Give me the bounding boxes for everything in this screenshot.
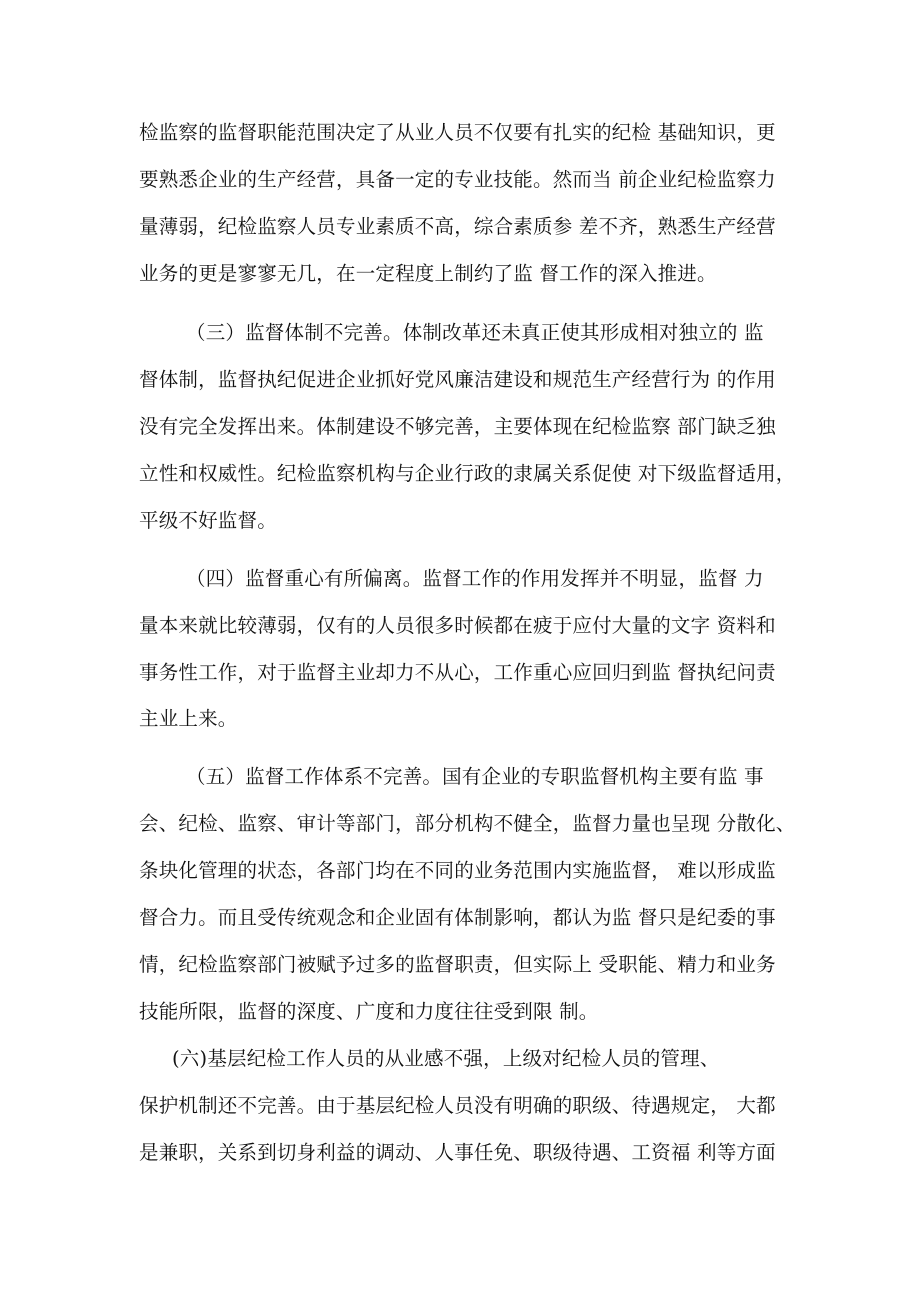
text-line-content: 事务性工作，对于监督主业却力不从心，工作重心应回归到监 督执纪问责 <box>139 661 776 684</box>
text-line-content: 督体制，监督执纪促进企业抓好党风廉洁建设和规范生产经营行为 的作用 <box>139 368 776 391</box>
text-line-content: 条块化管理的状态，各部门均在不同的业务范围内实施监督， 难以形成监 <box>139 859 776 882</box>
text-line-content: 量本来就比较薄弱，仅有的人员很多时候都在疲于应付大量的文字 资料和 <box>139 614 776 637</box>
text-line-content: 保护机制还不完善。由于基层纪检人员没有明确的职级、待遇规定， 大都 <box>139 1094 776 1117</box>
text-line-content: (六)基层纪检工作人员的从业感不强，上级对纪检人员的管理、 <box>172 1047 720 1070</box>
text-line-content: 情，纪检监察部门被赋予过多的监督职责，但实际上 受职能、精力和业务 <box>139 953 776 976</box>
text-line-content: 主业上来。 <box>139 707 238 730</box>
text-line-content: 业务的更是寥寥无几，在一定程度上制约了监 督工作的深入推进。 <box>139 262 717 285</box>
text-line-content: 会、纪检、监察、审计等部门，部分机构不健全，监督力量也呈现 分散化、 <box>139 812 796 835</box>
text-line-content: 立性和权威性。纪检监察机构与企业行政的隶属关系促使 对下级监督适用， <box>139 462 796 485</box>
text-line-content: 技能所限，监督的深度、广度和力度往往受到限 制。 <box>139 1000 599 1023</box>
text-line-content: 平级不好监督。 <box>139 509 277 532</box>
text-line-content: 没有完全发挥出来。体制建设不够完善，主要体现在纪检监察 部门缺乏独 <box>139 415 776 438</box>
text-line-content: 检监察的监督职能范围决定了从业人员不仅要有扎实的纪检 基础知识，更 <box>139 121 776 144</box>
text-line-content: 是兼职，关系到切身利益的调动、人事任免、职级待遇、工资福 利等方面 <box>139 1141 776 1164</box>
text-line-content: （四）监督重心有所偏离。监督工作的作用发挥并不明显，监督 力 <box>186 567 764 590</box>
text-line-content: 督合力。而且受传统观念和企业固有体制影响，都认为监 督只是纪委的事 <box>139 906 776 929</box>
text-line-content: （三）监督体制不完善。体制改革还未真正使其形成相对独立的 监 <box>186 321 764 344</box>
text-line-content: 要熟悉企业的生产经营，具备一定的专业技能。然而当 前企业纪检监察力 <box>139 168 776 191</box>
text-line-content: 量薄弱，纪检监察人员专业素质不高，综合素质参 差不齐，熟悉生产经营 <box>139 215 776 238</box>
text-line-content: （五）监督工作体系不完善。国有企业的专职监督机构主要有监 事 <box>186 765 764 788</box>
